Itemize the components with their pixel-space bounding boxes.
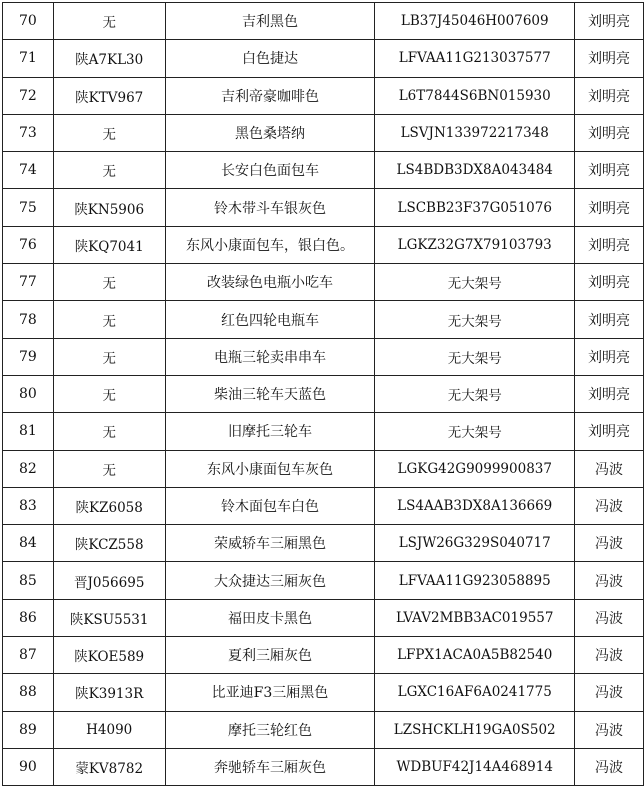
vin-cell: LSVJN133972217348: [375, 114, 575, 151]
row-number-cell: 87: [3, 637, 54, 674]
plate-number-cell: 无: [53, 264, 165, 301]
vin-cell: 无大架号: [375, 413, 575, 450]
responsible-person-cell: 冯波: [575, 748, 644, 785]
vehicle-description-cell: 铃木面包车白色: [165, 487, 375, 524]
vehicle-description-cell: 长安白色面包车: [165, 152, 375, 189]
table-row: [3, 711, 644, 748]
row-number-cell: 85: [3, 562, 54, 599]
responsible-person-cell: 刘明亮: [575, 189, 644, 226]
vin-cell: 无大架号: [375, 375, 575, 412]
vehicle-description-cell: 大众捷达三厢灰色: [165, 562, 375, 599]
responsible-person-cell: 刘明亮: [575, 226, 644, 263]
responsible-person-cell: 刘明亮: [575, 114, 644, 151]
plate-number-cell: 无: [53, 114, 165, 151]
row-number-cell: 70: [3, 3, 54, 40]
row-number-cell: 71: [3, 40, 54, 77]
vehicle-table-body: [3, 3, 644, 786]
vehicle-description-cell: 奔驰轿车三厢灰色: [165, 748, 375, 785]
vehicle-description-cell: 柴油三轮车天蓝色: [165, 375, 375, 412]
responsible-person-cell: 刘明亮: [575, 264, 644, 301]
table-row: [3, 189, 644, 226]
plate-number-cell: 无: [53, 152, 165, 189]
responsible-person-cell: 刘明亮: [575, 77, 644, 114]
responsible-person-cell: 冯波: [575, 637, 644, 674]
table-row: [3, 226, 644, 263]
row-number-cell: 86: [3, 599, 54, 636]
vin-cell: 无大架号: [375, 338, 575, 375]
table-row: [3, 562, 644, 599]
responsible-person-cell: 冯波: [575, 450, 644, 487]
vehicle-description-cell: 电瓶三轮卖串串车: [165, 338, 375, 375]
vehicle-description-cell: 改装绿色电瓶小吃车: [165, 264, 375, 301]
vin-cell: LVAV2MBB3AC019557: [375, 599, 575, 636]
row-number-cell: 73: [3, 114, 54, 151]
responsible-person-cell: 刘明亮: [575, 301, 644, 338]
vin-cell: LB37J45046H007609: [375, 3, 575, 40]
vehicle-description-cell: 铃木带斗车银灰色: [165, 189, 375, 226]
table-row: [3, 301, 644, 338]
plate-number-cell: 无: [53, 301, 165, 338]
plate-number-cell: 无: [53, 450, 165, 487]
row-number-cell: 74: [3, 152, 54, 189]
row-number-cell: 83: [3, 487, 54, 524]
plate-number-cell: 陕KTV967: [53, 77, 165, 114]
vehicle-description-cell: 比亚迪F3三厢黑色: [165, 674, 375, 711]
vin-cell: WDBUF42J14A468914: [375, 748, 575, 785]
table-row: [3, 40, 644, 77]
responsible-person-cell: 刘明亮: [575, 40, 644, 77]
table-row: [3, 450, 644, 487]
responsible-person-cell: 刘明亮: [575, 152, 644, 189]
plate-number-cell: H4090: [53, 711, 165, 748]
vehicle-table: [2, 2, 644, 786]
vin-cell: LSCBB23F37G051076: [375, 189, 575, 226]
responsible-person-cell: 冯波: [575, 674, 644, 711]
responsible-person-cell: 刘明亮: [575, 338, 644, 375]
vehicle-description-cell: 吉利黑色: [165, 3, 375, 40]
table-row: [3, 3, 644, 40]
vin-cell: LZSHCKLH19GA0S502: [375, 711, 575, 748]
responsible-person-cell: 冯波: [575, 711, 644, 748]
table-row: [3, 487, 644, 524]
plate-number-cell: 陕A7KL30: [53, 40, 165, 77]
vehicle-description-cell: 白色捷达: [165, 40, 375, 77]
row-number-cell: 76: [3, 226, 54, 263]
vin-cell: LGXC16AF6A0241775: [375, 674, 575, 711]
plate-number-cell: 陕KZ6058: [53, 487, 165, 524]
plate-number-cell: 陕KN5906: [53, 189, 165, 226]
row-number-cell: 84: [3, 525, 54, 562]
vehicle-description-cell: 红色四轮电瓶车: [165, 301, 375, 338]
vin-cell: LS4BDB3DX8A043484: [375, 152, 575, 189]
table-row: [3, 114, 644, 151]
plate-number-cell: 晋J056695: [53, 562, 165, 599]
vehicle-description-cell: 福田皮卡黑色: [165, 599, 375, 636]
row-number-cell: 88: [3, 674, 54, 711]
row-number-cell: 89: [3, 711, 54, 748]
table-row: [3, 338, 644, 375]
row-number-cell: 78: [3, 301, 54, 338]
vin-cell: LGKG42G9099900837: [375, 450, 575, 487]
vehicle-description-cell: 吉利帝豪咖啡色: [165, 77, 375, 114]
vin-cell: LFVAA11G923058895: [375, 562, 575, 599]
responsible-person-cell: 冯波: [575, 562, 644, 599]
responsible-person-cell: 刘明亮: [575, 413, 644, 450]
vehicle-description-cell: 摩托三轮红色: [165, 711, 375, 748]
row-number-cell: 90: [3, 748, 54, 785]
vin-cell: LFVAA11G213037577: [375, 40, 575, 77]
vehicle-description-cell: 荣威轿车三厢黑色: [165, 525, 375, 562]
responsible-person-cell: 冯波: [575, 525, 644, 562]
responsible-person-cell: 刘明亮: [575, 3, 644, 40]
row-number-cell: 82: [3, 450, 54, 487]
table-row: [3, 264, 644, 301]
table-row: [3, 637, 644, 674]
vin-cell: LS4AAB3DX8A136669: [375, 487, 575, 524]
vehicle-description-cell: 东风小康面包车，银白色。: [165, 226, 375, 263]
vin-cell: 无大架号: [375, 301, 575, 338]
vin-cell: LSJW26G329S040717: [375, 525, 575, 562]
vin-cell: 无大架号: [375, 264, 575, 301]
plate-number-cell: 蒙KV8782: [53, 748, 165, 785]
vehicle-description-cell: 东风小康面包车灰色: [165, 450, 375, 487]
vehicle-description-cell: 旧摩托三轮车: [165, 413, 375, 450]
plate-number-cell: 无: [53, 338, 165, 375]
row-number-cell: 81: [3, 413, 54, 450]
vehicle-description-cell: 夏利三厢灰色: [165, 637, 375, 674]
row-number-cell: 72: [3, 77, 54, 114]
vin-cell: LGKZ32G7X79103793: [375, 226, 575, 263]
table-row: [3, 748, 644, 785]
responsible-person-cell: 刘明亮: [575, 375, 644, 412]
table-row: [3, 525, 644, 562]
plate-number-cell: 无: [53, 375, 165, 412]
row-number-cell: 80: [3, 375, 54, 412]
row-number-cell: 75: [3, 189, 54, 226]
vin-cell: LFPX1ACA0A5B82540: [375, 637, 575, 674]
table-row: [3, 152, 644, 189]
plate-number-cell: 陕KQ7041: [53, 226, 165, 263]
table-row: [3, 413, 644, 450]
responsible-person-cell: 冯波: [575, 487, 644, 524]
vehicle-description-cell: 黑色桑塔纳: [165, 114, 375, 151]
row-number-cell: 79: [3, 338, 54, 375]
table-row: [3, 674, 644, 711]
plate-number-cell: 无: [53, 3, 165, 40]
table-row: [3, 375, 644, 412]
plate-number-cell: 陕K3913R: [53, 674, 165, 711]
plate-number-cell: 陕KSU5531: [53, 599, 165, 636]
plate-number-cell: 陕KOE589: [53, 637, 165, 674]
responsible-person-cell: 冯波: [575, 599, 644, 636]
vin-cell: L6T7844S6BN015930: [375, 77, 575, 114]
plate-number-cell: 陕KCZ558: [53, 525, 165, 562]
table-row: [3, 77, 644, 114]
table-row: [3, 599, 644, 636]
plate-number-cell: 无: [53, 413, 165, 450]
row-number-cell: 77: [3, 264, 54, 301]
